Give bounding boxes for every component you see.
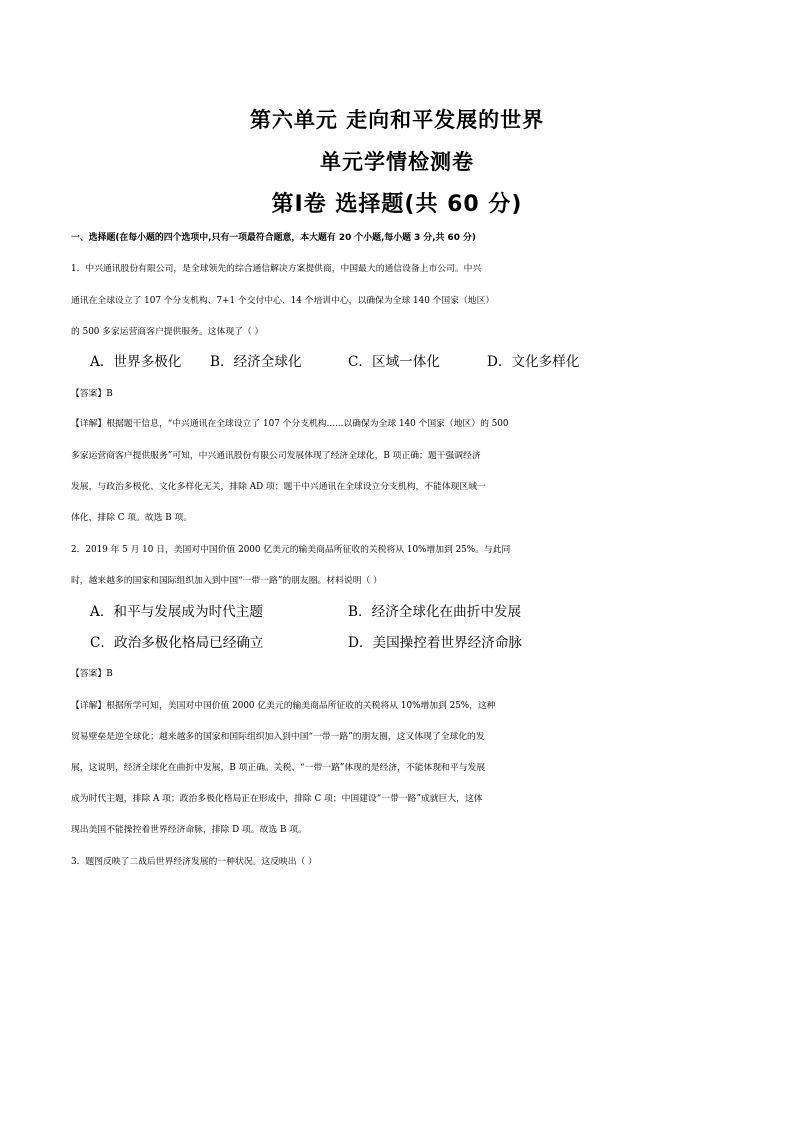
- q2-option-d: D．美国操控着世界经济命脉: [348, 635, 523, 651]
- unit-title: 第六单元 走向和平发展的世界: [249, 108, 545, 132]
- q2-explanation-line-1: 【详解】根据所学可知，美国对中国价值 2000 亿美元的输美商品所征收的关税将从 10%增加到 25%，这种: [71, 701, 496, 711]
- q1-option-a: A．世界多极化: [90, 354, 182, 370]
- q1-option-d: D．文化多样化: [487, 354, 580, 370]
- q2-answer: 【答案】B: [71, 669, 113, 679]
- q3-figure-area: [71, 880, 723, 1100]
- q2-option-b: B．经济全球化在曲折中发展: [348, 604, 522, 620]
- section-heading: 一、选择题(在每小题的四个选项中,只有一项最符合题意，本大题有 20 个小题,每小题 3 分,共 60 分): [71, 233, 476, 243]
- exam-title: 单元学情检测卷: [320, 150, 474, 174]
- q1-stem-line-1: 1．中兴通讯股份有限公司，是全球领先的综合通信解决方案提供商，中国最大的通信设备上市公司。中兴: [71, 264, 482, 274]
- part-title: 第Ⅰ卷 选择题(共 60 分): [271, 192, 523, 217]
- q2-explanation-line-5: 现出美国不能操控着世界经济命脉，排除 D 项。故选 B 项。: [71, 825, 307, 835]
- q1-option-b: B．经济全球化: [210, 354, 302, 370]
- q2-stem-line-1: 2．2019 年 5 月 10 日，美国对中国价值 2000 亿美元的输美商品所征收的关税将从 10%增加到 25%。与此同: [71, 545, 511, 555]
- q1-stem-line-2: 通讯在全球设立了 107 个分支机构、7+1 个交付中心、14 个培训中心，以确保为全球 140 个国家（地区）: [71, 296, 495, 306]
- q1-explanation-line-4: 体化，排除 C 项。故选 B 项。: [71, 513, 193, 523]
- q1-answer: 【答案】B: [71, 389, 113, 399]
- q2-explanation-line-3: 展，这说明，经济全球化在曲折中发展，B 项正确。关税、“一带一路”体现的是经济，不能体现和平与发展: [71, 763, 486, 773]
- q1-stem-line-3: 的 500 多家运营商客户提供服务。这体现了（ ）: [71, 327, 264, 337]
- q1-explanation-line-2: 多家运营商客户提供服务”可知，中兴通讯股份有限公司发展体现了经济全球化，B 项正确；题干强调经济: [71, 451, 481, 461]
- q2-explanation-line-2: 贸易壁垒是逆全球化；越来越多的国家和国际组织加入到中国“一带一路”的朋友圈，这又体现了全球化的发: [71, 732, 485, 742]
- q1-explanation-line-3: 发展，与政治多极化、文化多样化无关，排除 AD 项；题干中兴通讯在全球设立分支机构，不能体现区域一: [71, 482, 486, 492]
- q2-stem-line-2: 时，越来越多的国家和国际组织加入到中国“一带一路”的朋友圈。材料说明（ ）: [71, 576, 382, 586]
- q2-option-c: C．政治多极化格局已经确立: [90, 635, 264, 651]
- q1-option-c: C．区域一体化: [348, 354, 440, 370]
- q2-option-a: A．和平与发展成为时代主题: [90, 604, 263, 620]
- q2-explanation-line-4: 成为时代主题，排除 A 项；政治多极化格局正在形成中，排除 C 项；中国建设“一带一路”成就巨大，这体: [71, 794, 483, 804]
- q3-stem-line-1: 3．题图反映了二战后世界经济发展的一种状况。这反映出（ ）: [71, 857, 317, 867]
- q1-explanation-line-1: 【详解】根据题干信息，“中兴通讯在全球设立了 107 个分支机构......以确保为全球 140 个国家（地区）的 500: [71, 419, 509, 429]
